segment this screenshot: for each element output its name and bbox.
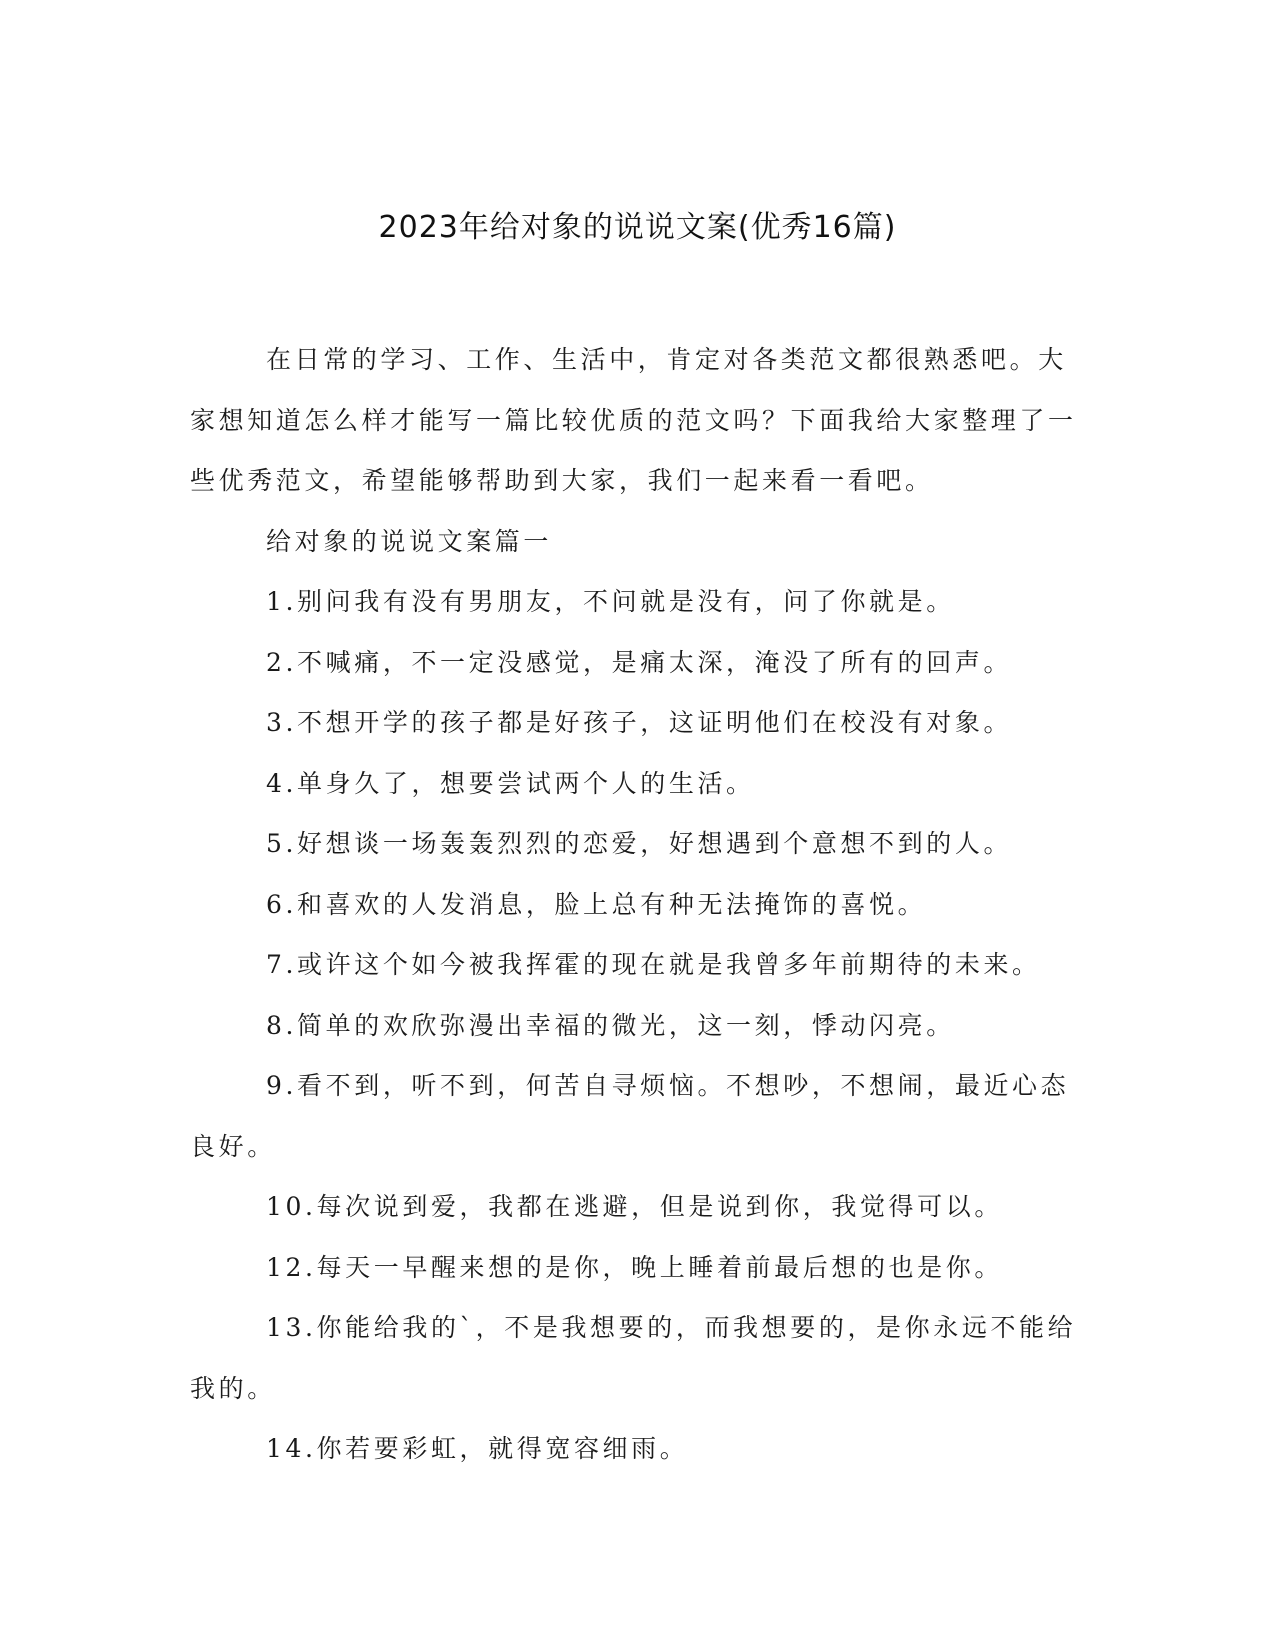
intro-paragraph: 在日常的学习、工作、生活中，肯定对各类范文都很熟悉吧。大家想知道怎么样才能写一篇比较优质的范文吗？下面我给大家整理了一些优秀范文，希望能够帮助到大家，我们一起来看一看吧。 bbox=[190, 345, 1077, 495]
document-body bbox=[190, 330, 1080, 1480]
list-item: 4.单身久了，想要尝试两个人的生活。 bbox=[266, 768, 755, 798]
list-item: 5.好想谈一场轰轰烈烈的恋爱，好想遇到个意想不到的人。 bbox=[266, 829, 1013, 858]
list-item: 3.不想开学的孩子都是好孩子，这证明他们在校没有对象。 bbox=[266, 708, 1013, 737]
list-item: 14.你若要彩虹，就得宽容细雨。 bbox=[266, 1434, 689, 1463]
list-item: 12.每天一早醒来想的是你，晚上睡着前最后想的也是你。 bbox=[266, 1252, 1003, 1282]
list-item: 10.每次说到爱，我都在逃避，但是说到你，我觉得可以。 bbox=[266, 1192, 1003, 1221]
list-item: 2.不喊痛，不一定没感觉，是痛太深，淹没了所有的回声。 bbox=[266, 647, 1013, 677]
document-title: 2023年给对象的说说文案(优秀16篇) bbox=[378, 210, 897, 245]
list-item: 13.你能给我的`，不是我想要的，而我想要的，是你永远不能给我的。 bbox=[190, 1313, 1077, 1403]
list-item: 9.看不到，听不到，何苦自寻烦恼。不想吵，不想闹，最近心态良好。 bbox=[190, 1071, 1070, 1161]
list-item: 7.或许这个如今被我挥霍的现在就是我曾多年前期待的未来。 bbox=[266, 950, 1041, 979]
section-heading: 给对象的说说文案篇一 bbox=[266, 526, 553, 556]
list-item: 1.别问我有没有男朋友，不问就是没有，问了你就是。 bbox=[266, 587, 955, 616]
list-item: 8.简单的欢欣弥漫出幸福的微光，这一刻，悸动闪亮。 bbox=[266, 1010, 955, 1040]
list-item: 6.和喜欢的人发消息，脸上总有种无法掩饰的喜悦。 bbox=[266, 889, 927, 919]
